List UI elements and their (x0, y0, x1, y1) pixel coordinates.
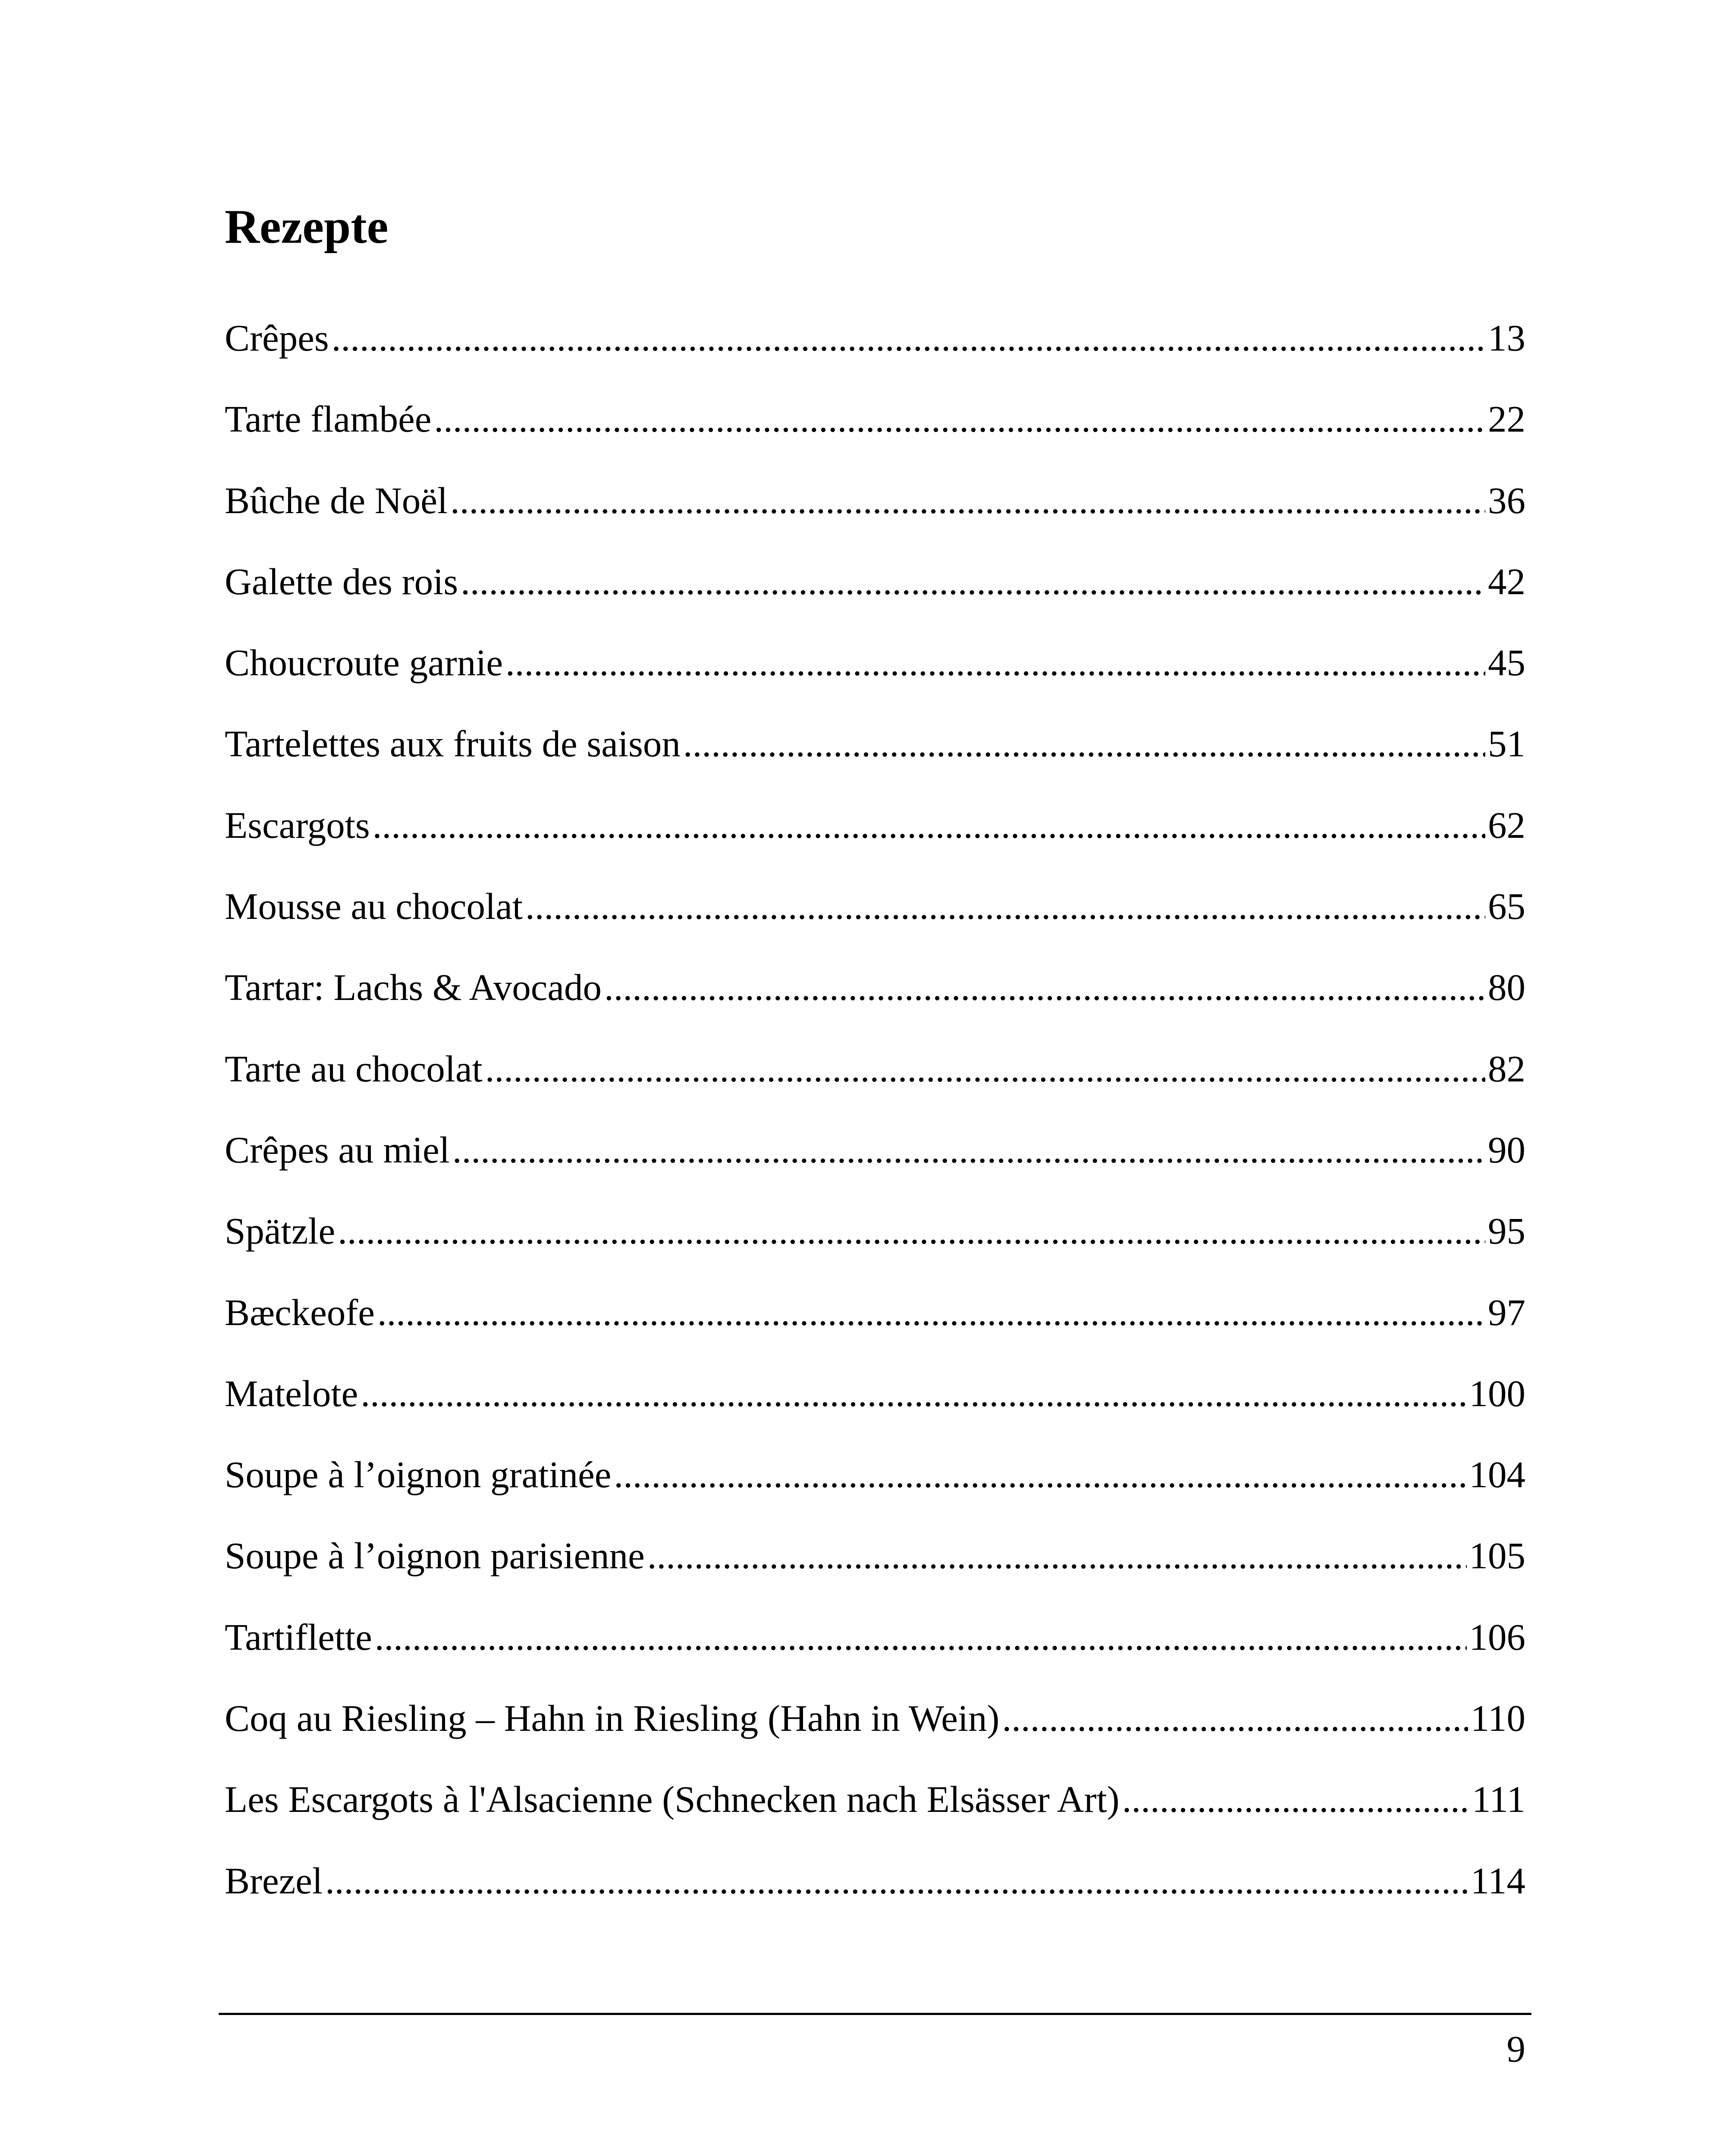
dot-leader (683, 725, 1485, 762)
toc-entry (225, 968, 1525, 1050)
toc-entry-title: Matelote (225, 1372, 358, 1414)
toc-entry (225, 479, 1525, 563)
toc-entry-page: 111 (1472, 1778, 1525, 1821)
footer-divider (219, 2013, 1531, 2015)
toc-entry-title: Les Escargots à l'Alsacienne (Schnecken nach Elsässer Art) (225, 1778, 1120, 1821)
toc-entry-title: Tarte au chocolat (225, 1047, 483, 1090)
dot-leader (361, 1375, 1466, 1412)
toc-entry (225, 1047, 1525, 1131)
dot-leader (450, 482, 1485, 519)
toc-entry-title: Soupe à l’oignon gratinée (225, 1454, 612, 1496)
toc-entry-page: 100 (1469, 1372, 1525, 1414)
dot-leader (1122, 1780, 1469, 1818)
dot-leader (325, 1862, 1468, 1899)
toc-entry (225, 725, 1525, 806)
dot-leader (377, 1294, 1485, 1331)
toc-entry-title: Coq au Riesling – Hahn in Riesling (Hahn in Wein) (225, 1697, 1000, 1739)
dot-leader (338, 1212, 1485, 1250)
dot-leader (485, 1050, 1485, 1087)
toc-entry (225, 400, 1525, 481)
toc-entry-page: 65 (1488, 885, 1525, 928)
toc-entry-title: Tarte flambée (225, 398, 432, 440)
toc-entry-title: Tartiflette (225, 1616, 372, 1658)
toc-entry (225, 887, 1525, 968)
toc-entry-page: 13 (1488, 317, 1525, 359)
dot-leader (525, 887, 1485, 925)
toc-entry-page: 97 (1488, 1291, 1525, 1333)
toc-entry-page: 82 (1488, 1047, 1525, 1090)
toc-entry-page: 106 (1469, 1616, 1525, 1658)
toc-entry-title: Mousse au chocolat (225, 885, 523, 928)
toc-entry-page: 36 (1488, 479, 1525, 521)
toc-entry (225, 1780, 1525, 1861)
toc-entry-page: 110 (1470, 1697, 1525, 1739)
toc-entry-page: 51 (1488, 723, 1525, 765)
toc-entry-page: 62 (1488, 804, 1525, 846)
toc-entry-title: Galette des rois (225, 560, 458, 602)
toc-entry (225, 806, 1525, 887)
dot-leader (614, 1456, 1466, 1493)
toc-entry-page: 114 (1470, 1859, 1525, 1902)
toc-entry-page: 80 (1488, 966, 1525, 1009)
toc-entry-title: Crêpes au miel (225, 1128, 450, 1171)
dot-leader (452, 1131, 1485, 1169)
dot-leader (332, 319, 1485, 357)
toc-entry-title: Tartar: Lachs & Avocado (225, 966, 602, 1009)
dot-leader (373, 806, 1485, 844)
toc-entry-page: 105 (1469, 1535, 1525, 1577)
dot-leader (375, 1618, 1467, 1656)
toc-entry-page: 22 (1488, 398, 1525, 440)
dot-leader (647, 1537, 1467, 1574)
page-number: 9 (1506, 2028, 1525, 2070)
toc-entry-title: Spätzle (225, 1210, 336, 1252)
toc-entry-title: Bûche de Noël (225, 479, 448, 521)
toc-entry-page: 45 (1488, 642, 1525, 684)
toc-entry-page: 104 (1469, 1454, 1525, 1496)
toc-entry (225, 1699, 1525, 1780)
toc-entry-title: Brezel (225, 1859, 323, 1902)
toc-entry-title: Escargots (225, 804, 370, 846)
dot-leader (505, 644, 1485, 681)
table-of-contents (225, 319, 1525, 1943)
toc-entry (225, 1456, 1525, 1537)
toc-entry (225, 1128, 1525, 1212)
page-heading: Rezepte (225, 200, 389, 254)
toc-entry (225, 560, 1525, 644)
toc-entry-title: Bæckeofe (225, 1291, 375, 1333)
toc-entry (225, 644, 1525, 725)
toc-entry-title: Tartelettes aux fruits de saison (225, 723, 681, 765)
toc-entry (225, 319, 1525, 400)
toc-entry (225, 1618, 1525, 1699)
toc-entry (225, 1372, 1525, 1456)
toc-entry (225, 1537, 1525, 1618)
dot-leader (1002, 1699, 1468, 1737)
toc-entry-page: 95 (1488, 1210, 1525, 1252)
toc-entry (225, 1859, 1525, 1943)
dot-leader (434, 400, 1485, 438)
toc-entry (225, 1291, 1525, 1375)
toc-entry-page: 90 (1488, 1128, 1525, 1171)
toc-entry-title: Crêpes (225, 317, 329, 359)
toc-entry-title: Soupe à l’oignon parisienne (225, 1535, 645, 1577)
toc-entry-title: Choucroute garnie (225, 642, 503, 684)
toc-entry (225, 1212, 1525, 1293)
dot-leader (461, 563, 1485, 600)
toc-entry-page: 42 (1488, 560, 1525, 602)
dot-leader (604, 968, 1485, 1006)
